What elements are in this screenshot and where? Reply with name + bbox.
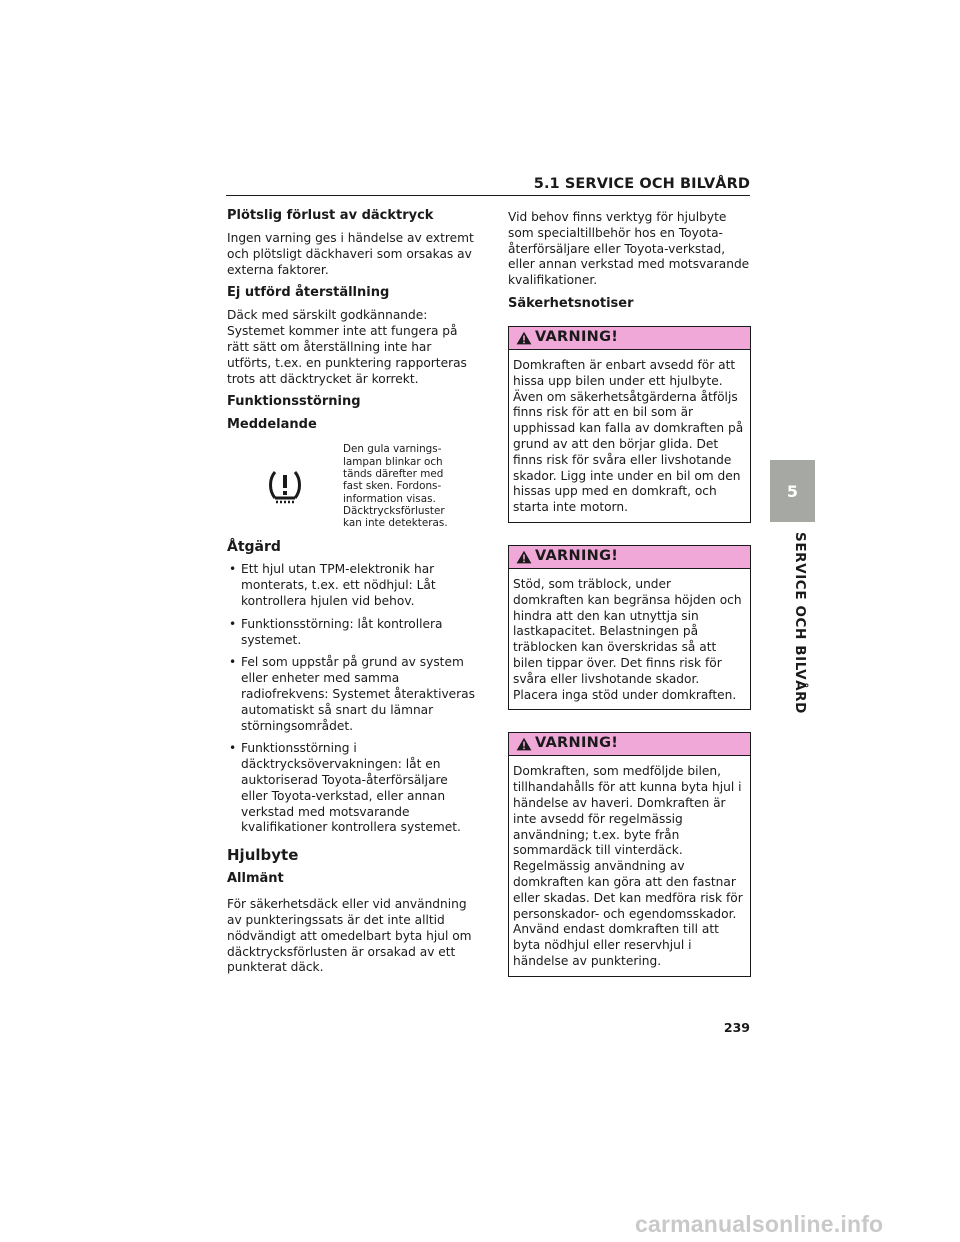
chapter-tab[interactable]: 5: [770, 460, 815, 522]
heading-message: Meddelande: [227, 417, 317, 433]
heading-sudden-loss: Plötslig förlust av däcktryck: [227, 208, 434, 223]
heading-general: Allmänt: [227, 871, 284, 887]
warning-triangle-icon: [516, 550, 532, 564]
message-row: [227, 443, 477, 529]
section-header: 5.1 SERVICE OCH BILVÅRD: [226, 176, 750, 196]
action-list: [227, 562, 477, 836]
list-item: • Fel som uppstår på grund av system eller enheter med samma radiofrekvens: Systemet återaktiveras automatiskt så snart du lämnar störningsområdet.: [227, 655, 477, 734]
paragraph-general: För säkerhetsdäck eller vid användning av punkteringssats är det inte alltid nödvändigt att omedelbart byta hjul om däcktrycksförlusten är orsakad av ett punkterat däck.: [227, 897, 472, 975]
heading-action: Åtgärd: [227, 539, 281, 556]
warning-header: [509, 546, 750, 569]
warning-title: VARNING!: [535, 548, 619, 565]
heading-reset: Ej utförd återställning: [227, 285, 390, 301]
warning-triangle-icon: [516, 737, 532, 751]
message-description: Den gula varnings-lampan blinkar och tänds därefter med fast sken. Fordons-information visas. Däcktrycksförluster kan inte detekteras.: [343, 443, 448, 530]
page-number: 239: [723, 1020, 750, 1035]
paragraph-tools: Vid behov finns verktyg för hjulbyte som specialtillbehör hos en Toyota-återförsäljare eller Toyota-verkstad, eller annan verkstad med motsvarande kvalifikationer.: [508, 210, 750, 288]
warning-title: VARNING!: [535, 329, 619, 346]
warning-triangle-icon: [516, 331, 532, 345]
warning-text: Domkraften är enbart avsedd för att hissa upp bilen under ett hjulbyte. Även om säkerhetsåtgärderna åtföljs finns risk för att en bil som är upphissad kan falla av domkraften på grund av att den börjar glida. Det finns risk för svåra eller livshotande skador. Ligg inte under en bil om den hissas upp med en domkraft, och starta inte motorn.: [513, 357, 744, 515]
warning-text: Stöd, som träblock, under domkraften kan begränsa höjden och hindra att den kan utnyttja sin lastkapacitet. Belastningen på träblocken kan överskridas så att bilen tippar över. Det finns risk för svåra eller livshotande skador. Placera inga stöd under domkraften.: [513, 576, 742, 702]
warning-header: [509, 327, 750, 350]
paragraph-reset: Däck med särskilt godkännande: Systemet kommer inte att fungera på rätt sätt om återställning inte har utförts, t.ex. en punktering rapporteras trots att däcktrycket är korrekt.: [227, 308, 467, 386]
warning-header: [509, 733, 750, 756]
warning-text: Domkraften, som medföljde bilen, tillhandahålls för att kunna byta hjul i händelse av haveri. Domkraften är inte avsedd för regelmässig användning; t.ex. byte från sommardäck till vinterdäck. Regelmässig användning av domkraften kan göra att den fastnar eller skadas. Det kan medföra risk för personskador- och egendomsskador. Använd endast domkraften till att byta nödhjul eller reservhjul i händelse av punktering.: [513, 764, 743, 968]
warning-box: [508, 545, 751, 710]
list-item: • Ett hjul utan TPM-elektronik har monterats, t.ex. ett nödhjul: Låt kontrollera hjulen vid behov.: [227, 562, 477, 609]
list-item: • Funktionsstörning i däcktrycksövervakningen: låt en auktoriserad Toyota-återförsäljare eller Toyota-verkstad, eller annan verkstad med motsvarande kvalifikationer kontrollera systemet.: [227, 741, 477, 836]
chapter-label: SERVICE OCH BILVÅRD: [792, 532, 808, 714]
list-item: • Funktionsstörning: låt kontrollera systemet.: [227, 617, 477, 649]
heading-safety-notes: Säkerhetsnotiser: [508, 295, 634, 311]
watermark: carmanualsonline.info: [635, 1211, 884, 1237]
heading-wheel-change: Hjulbyte: [227, 846, 299, 865]
left-column: [227, 208, 477, 983]
tire-pressure-warning-icon: [266, 466, 304, 506]
warning-title: VARNING!: [535, 735, 619, 752]
paragraph-sudden-loss: Ingen varning ges i händelse av extremt och plötsligt däckhaveri som orsakas av externa faktorer.: [227, 231, 474, 277]
warning-box: [508, 732, 751, 976]
warning-box: [508, 326, 751, 523]
right-column: [508, 210, 751, 999]
message-icon-cell: [227, 443, 343, 529]
heading-malfunction: Funktionsstörning: [227, 394, 361, 410]
